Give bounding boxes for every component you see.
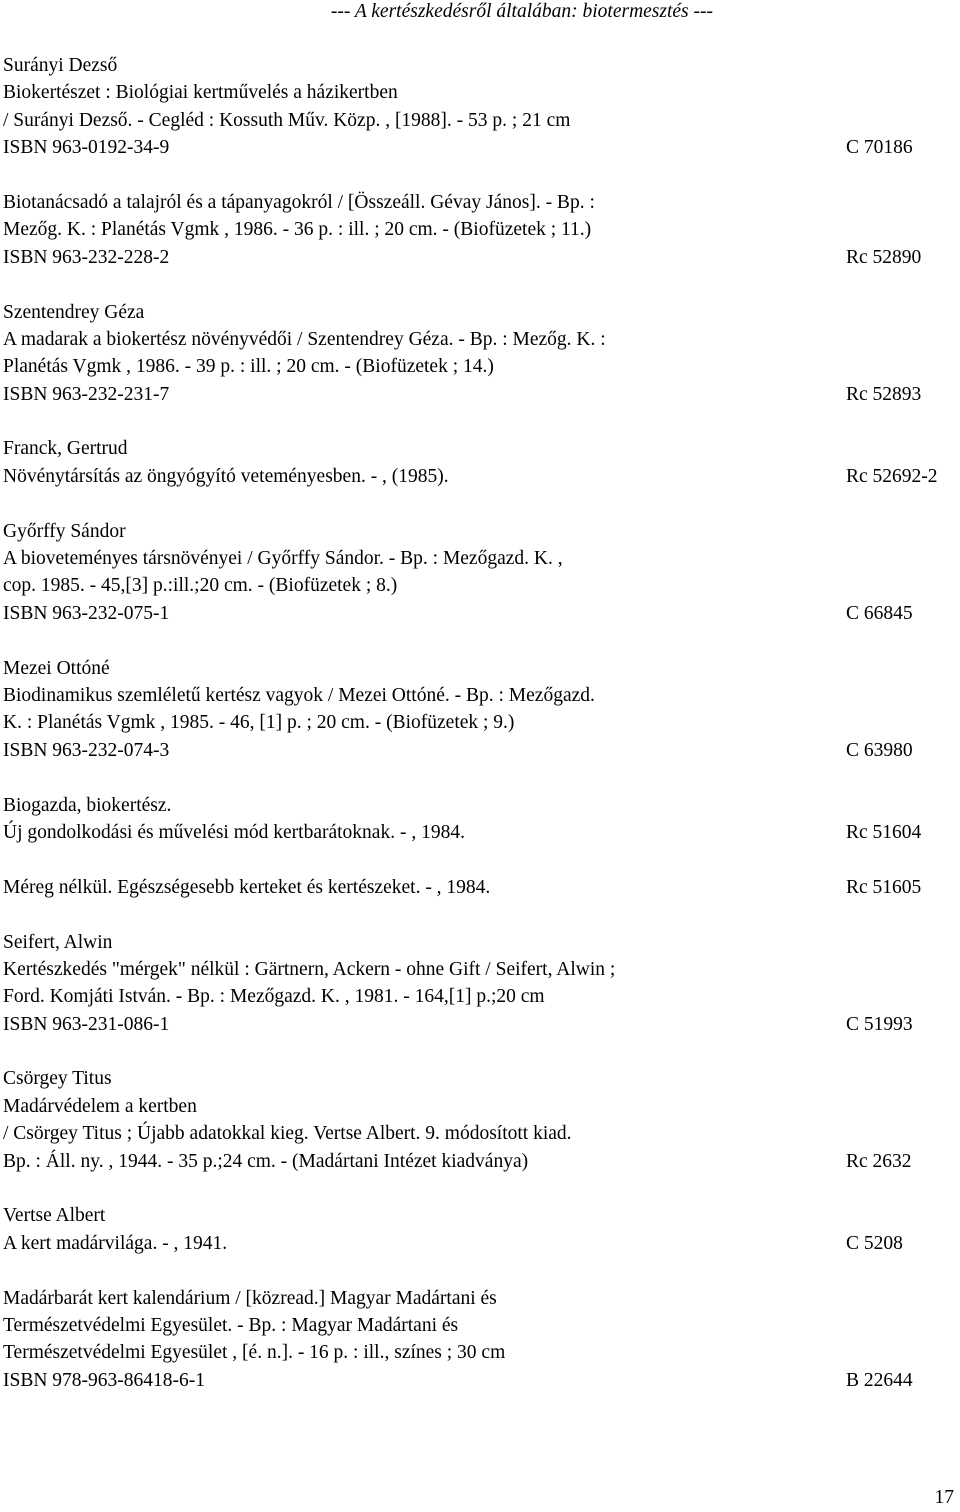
bibliography-entry (3, 52, 960, 162)
entry-line (3, 381, 960, 408)
bibliography-entry (3, 518, 960, 628)
entry-line (3, 216, 960, 243)
entry-line (3, 1011, 960, 1038)
entry-text: Ford. Komjáti István. - Bp. : Mezőgazd. K. , 1981. - 164,[1] p.;20 cm (3, 986, 545, 1008)
entry-line (3, 874, 960, 901)
bibliography-entry (3, 435, 960, 490)
entry-heading: Mezei Ottóné (3, 657, 110, 679)
entry-line (3, 1148, 960, 1175)
entry-heading: Vertse Albert (3, 1205, 106, 1227)
entry-text: ISBN 963-232-074-3 (3, 739, 170, 761)
entry-line (3, 1120, 960, 1147)
entry-heading: Madárbarát kert kalendárium / [közread.] Magyar Madártani és (3, 1287, 497, 1309)
call-number: Rc 52893 (846, 383, 922, 405)
bibliography-entry (3, 1285, 960, 1395)
bibliography-list (3, 52, 960, 1422)
entry-text: ISBN 963-232-231-7 (3, 383, 170, 405)
entry-text: Planétás Vgmk , 1986. - 39 p. : ill. ; 20 cm. - (Biofüzetek ; 14.) (3, 356, 494, 378)
bibliography-entry (3, 929, 960, 1039)
entry-line (3, 244, 960, 271)
entry-line (3, 792, 960, 819)
call-number: Rc 51605 (846, 876, 922, 898)
entry-line (3, 819, 960, 846)
entry-text: ISBN 963-231-086-1 (3, 1013, 170, 1035)
call-number: C 5208 (846, 1232, 903, 1254)
entry-text: ISBN 963-232-075-1 (3, 602, 170, 624)
entry-line (3, 983, 960, 1010)
entry-text: Madárvédelem a kertben (3, 1095, 197, 1117)
entry-line (3, 1285, 960, 1312)
bibliography-entry (3, 299, 960, 409)
call-number: C 51993 (846, 1013, 913, 1035)
entry-text: Természetvédelmi Egyesület , [é. n.]. - 16 p. : ill., színes ; 30 cm (3, 1342, 506, 1364)
entry-line (3, 682, 960, 709)
call-number: Rc 2632 (846, 1150, 912, 1172)
entry-text: Bp. : Áll. ny. , 1944. - 35 p.;24 cm. - (Madártani Intézet kiadványa) (3, 1150, 529, 1172)
entry-line (3, 709, 960, 736)
entry-text: A bioveteményes társnövényei / Győrffy Sándor. - Bp. : Mezőgazd. K. , (3, 548, 563, 570)
bibliography-entry (3, 189, 960, 271)
entry-line (3, 600, 960, 627)
entry-line (3, 1230, 960, 1257)
entry-line (3, 1367, 960, 1394)
running-header: --- A kertészkedésről általában: biotermesztés --- (330, 1, 713, 22)
entry-text: Mezőg. K. : Planétás Vgmk , 1986. - 36 p. : ill. ; 20 cm. - (Biofüzetek ; 11.) (3, 219, 592, 241)
bibliography-entry (3, 1202, 960, 1257)
entry-text: Természetvédelmi Egyesület. - Bp. : Magyar Madártani és (3, 1314, 459, 1336)
bibliography-entry (3, 1065, 960, 1175)
entry-text: ISBN 963-0192-34-9 (3, 137, 170, 159)
call-number: Rc 52692-2 (846, 465, 938, 487)
entry-heading: Franck, Gertrud (3, 438, 128, 460)
entry-line (3, 655, 960, 682)
entry-line (3, 518, 960, 545)
entry-line (3, 1202, 960, 1229)
entry-heading: Biotanácsadó a talajról és a tápanyagokról / [Összeáll. Gévay János]. - Bp. : (3, 191, 595, 213)
entry-heading: Seifert, Alwin (3, 931, 113, 953)
entry-text: Biokertészet : Biológiai kertművelés a házikertben (3, 82, 398, 104)
entry-line (3, 956, 960, 983)
entry-heading: Szentendrey Géza (3, 301, 145, 323)
entry-text: Biodinamikus szemléletű kertész vagyok / Mezei Ottóné. - Bp. : Mezőgazd. (3, 684, 595, 706)
entry-text: / Surányi Dezső. - Cegléd : Kossuth Műv. Közp. , [1988]. - 53 p. ; 21 cm (3, 109, 571, 131)
call-number: Rc 51604 (846, 821, 922, 843)
call-number: B 22644 (846, 1369, 913, 1391)
entry-line (3, 572, 960, 599)
entry-line (3, 79, 960, 106)
entry-line (3, 1065, 960, 1092)
entry-line (3, 1339, 960, 1366)
entry-heading: Győrffy Sándor (3, 520, 126, 542)
entry-line (3, 353, 960, 380)
bibliography-entry (3, 792, 960, 847)
entry-heading: Méreg nélkül. Egészségesebb kerteket és kertészeket. - , 1984. (3, 876, 491, 898)
entry-line (3, 1312, 960, 1339)
entry-line (3, 326, 960, 353)
page-number: 17 (934, 1487, 954, 1508)
call-number: Rc 52890 (846, 246, 922, 268)
entry-text: ISBN 978-963-86418-6-1 (3, 1369, 206, 1391)
entry-line (3, 52, 960, 79)
entry-line (3, 737, 960, 764)
entry-text: K. : Planétás Vgmk , 1985. - 46, [1] p. ; 20 cm. - (Biofüzetek ; 9.) (3, 712, 515, 734)
entry-line (3, 435, 960, 462)
entry-text: Kertészkedés "mérgek" nélkül : Gärtnern, Ackern - ohne Gift / Seifert, Alwin ; (3, 958, 616, 980)
call-number: C 66845 (846, 602, 913, 624)
bibliography-entry (3, 655, 960, 765)
call-number: C 63980 (846, 739, 913, 761)
entry-line (3, 463, 960, 490)
entry-text: cop. 1985. - 45,[3] p.:ill.;20 cm. - (Biofüzetek ; 8.) (3, 575, 398, 597)
entry-line (3, 107, 960, 134)
entry-text: A madarak a biokertész növényvédői / Szentendrey Géza. - Bp. : Mezőg. K. : (3, 328, 606, 350)
entry-heading: Biogazda, biokertész. (3, 794, 172, 816)
entry-line (3, 545, 960, 572)
entry-line (3, 1093, 960, 1120)
entry-text: Új gondolkodási és művelési mód kertbarátoknak. - , 1984. (3, 821, 465, 843)
entry-text: Növénytársítás az öngyógyító veteményesben. - , (1985). (3, 465, 449, 487)
call-number: C 70186 (846, 137, 913, 159)
entry-line (3, 929, 960, 956)
bibliography-entry (3, 874, 960, 901)
entry-line (3, 189, 960, 216)
entry-heading: Csörgey Titus (3, 1068, 112, 1090)
entry-line (3, 134, 960, 161)
entry-text: A kert madárvilága. - , 1941. (3, 1232, 228, 1254)
entry-text: / Csörgey Titus ; Újabb adatokkal kieg. Vertse Albert. 9. módosított kiad. (3, 1123, 572, 1145)
entry-heading: Surányi Dezső (3, 55, 118, 76)
entry-text: ISBN 963-232-228-2 (3, 246, 170, 268)
entry-line (3, 299, 960, 326)
